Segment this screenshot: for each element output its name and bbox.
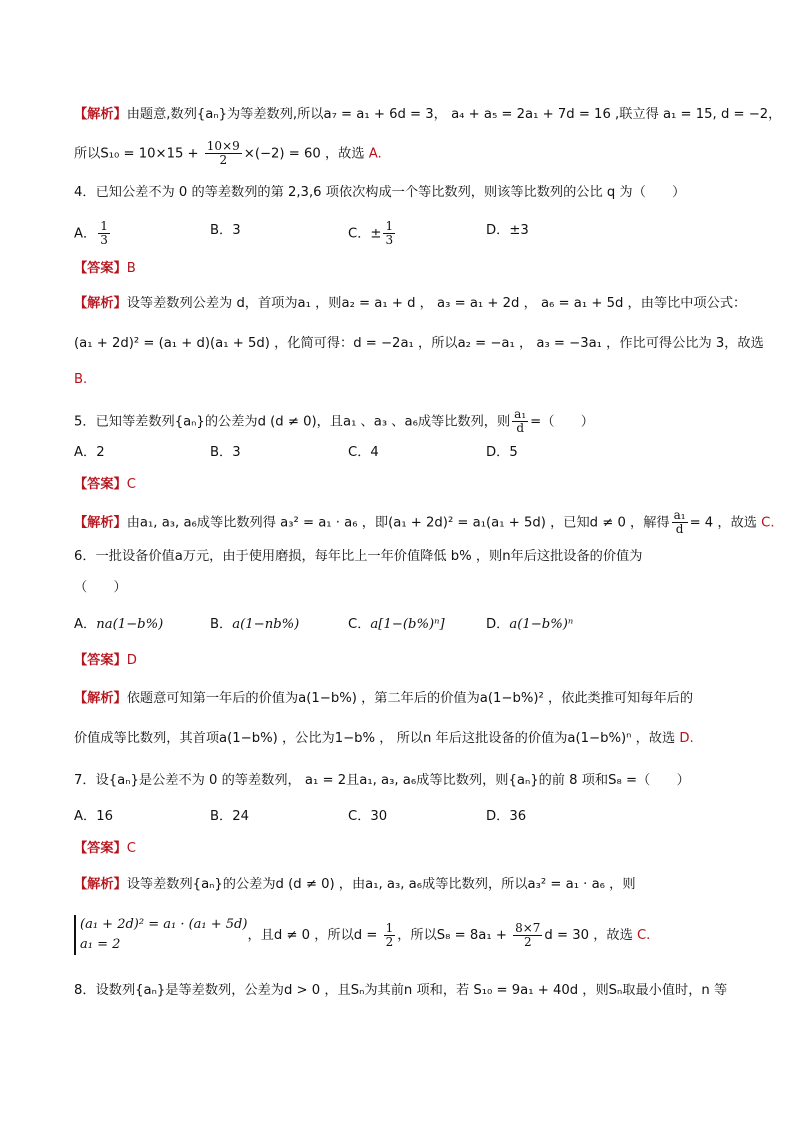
question-6-stem-line1: 6．一批设备价值a万元，由于使用磨损，每年比上一年价值降低 b% ，则n年后这批设备的价值为 bbox=[74, 549, 643, 564]
q5-explanation: 【解析】由a₁, a₃, a₆成等比数列得 a₃² = a₁ · a₆ ，即(a₁ + 2d)² = a₁(a₁ + 5d) ，已知d ≠ 0 ，解得 $\frac{\text{a₁}}{d}$ = 4 ，故选 C. bbox=[74, 508, 775, 536]
sum-expression: 所以S₁₀ = 10×15 + bbox=[74, 146, 203, 162]
fraction: $\frac{1}{3}$ bbox=[100, 219, 108, 247]
fraction: $\frac{8\times 7}{2}$ bbox=[515, 920, 541, 949]
sum-result: ×(−2) = 60 ，故选 bbox=[243, 146, 369, 162]
fraction: $\frac{\text{a₁}}{d}$ bbox=[673, 508, 686, 536]
prev-explanation-line2 bbox=[74, 140, 746, 167]
prev-explanation-line1 bbox=[74, 104, 782, 126]
q6-option-c: C．a[1−(b%)ⁿ] bbox=[348, 617, 445, 632]
question-8-stem: 8．设数列{aₙ}是等差数列，公差为d > 0 ，且Sₙ为其前n 项和，若 S₁₀ = 9a₁ + 40d ，则Sₙ取最小值时，n 等 bbox=[74, 983, 728, 998]
q6-explanation-line1: 【解析】依题意可知第一年后的价值为a(1−b%) ，第二年后的价值为a(1−b%)² ，依此类推可知每年后的 bbox=[74, 691, 694, 706]
question-6-stem-line2: （ ） bbox=[74, 580, 127, 595]
q5-option-a: A．2 bbox=[74, 445, 105, 460]
q5-option-d: D．5 bbox=[486, 445, 518, 460]
q7-explanation-line2: (a₁ + 2d)² = a₁ · (a₁ + 5d) a₁ = 2 ，且d ≠ 0 ，所以d = $\frac{1}{2}$ ，所以S₈ = 8a₁ + $\frac{8\times 7}{2}$ d = 30 ，故选 C. bbox=[74, 914, 746, 962]
q7-answer: 【答案】C bbox=[74, 841, 136, 856]
q7-option-d: D．36 bbox=[486, 809, 527, 824]
q7-option-a: A．16 bbox=[74, 809, 113, 824]
q4-option-a: A． $\frac{1}{3}$ bbox=[74, 219, 108, 247]
chosen-answer: A. bbox=[368, 146, 382, 162]
q6-option-a: A．na(1−b%) bbox=[74, 617, 164, 632]
q6-option-d: D．a(1−b%)ⁿ bbox=[486, 617, 574, 632]
q7-option-b: B．24 bbox=[210, 809, 250, 824]
q5-answer: 【答案】C bbox=[74, 477, 136, 492]
prev-explanation-text: 由题意,数列{aₙ}为等差数列,所以a₇ = a₁ + 6d = 3， a₄ + a₅ = 2a₁ + 7d = 16 ,联立得 a₁ = 15, d = −2， bbox=[126, 107, 782, 122]
q4-option-b: B．3 bbox=[210, 223, 241, 238]
q4-explanation-line2: (a₁ + 2d)² = (a₁ + d)(a₁ + 5d) ，化简可得：d = −2a₁ ，所以a₂ = −a₁ ， a₃ = −3a₁ ，作比可得公比为 3，故选 bbox=[74, 336, 764, 351]
question-7-stem: 7．设{aₙ}是公差不为 0 的等差数列， a₁ = 2且a₁, a₃, a₆成等比数列，则{aₙ}的前 8 项和S₈ =（ ） bbox=[74, 773, 690, 788]
explanation-tag: 【解析】 bbox=[74, 107, 127, 122]
q4-option-d: D．±3 bbox=[486, 223, 529, 238]
equation-system: (a₁ + 2d)² = a₁ · (a₁ + 5d) a₁ = 2 bbox=[74, 915, 247, 955]
q6-explanation-line2: 价值成等比数列，其首项a(1−b%) ，公比为1−b% ， 所以n 年后这批设备的价值为a(1−b%)ⁿ ，故选 D. bbox=[74, 731, 694, 746]
q6-option-b: B．a(1−nb%) bbox=[210, 617, 300, 632]
q5-option-c: C．4 bbox=[348, 445, 379, 460]
question-5-stem: 5．已知等差数列{aₙ}的公差为d (d ≠ 0)，且a₁ 、a₃ 、a₆成等比数列，则 $\frac{\text{a₁}}{d}$ =（ ） bbox=[74, 407, 594, 435]
fraction: $\frac{\text{a₁}}{d}$ bbox=[514, 407, 527, 435]
q4-explanation-line1: 【解析】设等差数列公差为 d，首项为a₁ ，则a₂ = a₁ + d ， a₃ = a₁ + 2d ， a₆ = a₁ + 5d ，由等比中项公式： bbox=[74, 296, 747, 311]
fraction: $\frac{1}{2}$ bbox=[385, 920, 394, 949]
fraction: $\frac{1}{3}$ bbox=[385, 219, 394, 247]
q4-answer: 【答案】B bbox=[74, 261, 136, 276]
q5-option-b: B．3 bbox=[210, 445, 241, 460]
fraction: $\frac{10\times 9}{2}$ bbox=[206, 139, 240, 167]
q7-explanation-line1: 【解析】设等差数列{aₙ}的公差为d (d ≠ 0) ，由a₁, a₃, a₆成等比数列，所以a₃² = a₁ · a₆ ，则 bbox=[74, 877, 636, 892]
question-4-stem: 4．已知公差不为 0 的等差数列的第 2,3,6 项依次构成一个等比数列，则该等比数列的公比 q 为（ ） bbox=[74, 185, 686, 200]
q6-answer: 【答案】D bbox=[74, 653, 137, 668]
q7-option-c: C．30 bbox=[348, 809, 388, 824]
q4-option-c: C．± $\frac{1}{3}$ bbox=[348, 219, 394, 247]
q4-explanation-line3: B. bbox=[74, 372, 88, 387]
